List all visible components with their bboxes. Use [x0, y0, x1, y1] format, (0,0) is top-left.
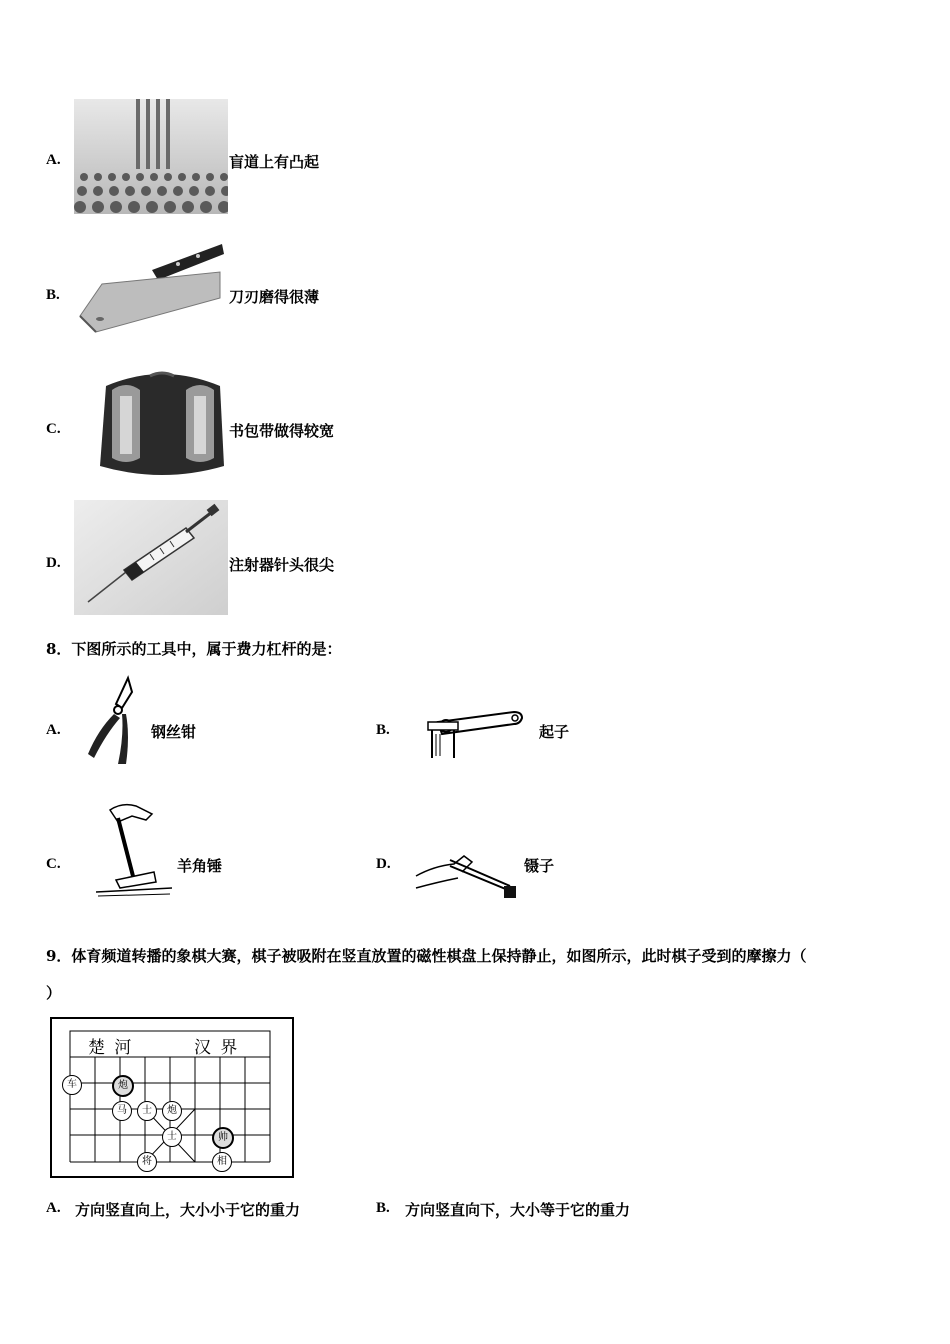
claw-hammer-image [96, 800, 172, 898]
q8-option-a-letter: A. [46, 722, 61, 738]
chess-piece: 炮 [162, 1101, 182, 1121]
chess-piece: 炮 [112, 1075, 134, 1097]
q9-option-a-text: 方向竖直向上，大小小于它的重力 [75, 1201, 301, 1219]
cleaver-image [74, 240, 226, 335]
backpack-image [96, 366, 229, 481]
option-a-letter: A. [46, 152, 61, 168]
option-b-letter: B. [46, 287, 60, 303]
chess-piece: 帅 [212, 1127, 234, 1149]
syringe-image [74, 500, 228, 615]
chessboard-figure [50, 1017, 294, 1178]
pliers-image [84, 674, 144, 768]
q8-option-d-letter: D. [376, 856, 391, 872]
tactile-paving-image [74, 99, 228, 214]
option-d-letter: D. [46, 555, 61, 571]
q8-option-b-text: 起子 [539, 723, 570, 741]
tweezers-image [414, 846, 522, 902]
question-9-stem-line1: 9．体育频道转播的象棋大赛，棋子被吸附在竖直放置的磁性棋盘上保持静止，如图所示，此时棋子受到的摩擦力（ [46, 947, 807, 965]
chess-piece: 将 [137, 1152, 157, 1172]
chess-piece: 相 [212, 1152, 232, 1172]
river-label-left: 楚 河 [88, 1038, 134, 1058]
river-label-right: 汉 界 [194, 1038, 240, 1058]
question-8-stem: 8．下图所示的工具中，属于费力杠杆的是： [46, 640, 342, 658]
q8-option-d-text: 镊子 [524, 857, 555, 875]
q8-option-c-text: 羊角锤 [177, 857, 223, 875]
q9-option-b-text: 方向竖直向下，大小等于它的重力 [405, 1201, 631, 1219]
option-a-text: 盲道上有凸起 [229, 153, 320, 171]
option-b-text: 刀刃磨得很薄 [229, 288, 320, 306]
bottle-opener-image [420, 706, 526, 760]
q8-option-a-text: 钢丝钳 [151, 723, 197, 741]
option-d-text: 注射器针头很尖 [229, 556, 335, 574]
q9-option-b-letter: B. [376, 1200, 390, 1216]
q8-option-b-letter: B. [376, 722, 390, 738]
chess-piece: 马 [112, 1101, 132, 1121]
q8-option-c-letter: C. [46, 856, 61, 872]
question-9-stem-line2: ） [46, 984, 62, 1002]
chess-piece: 士 [162, 1127, 182, 1147]
q9-option-a-letter: A. [46, 1200, 61, 1216]
chess-piece: 士 [137, 1101, 157, 1121]
option-c-letter: C. [46, 421, 61, 437]
chess-piece: 车 [62, 1075, 82, 1095]
option-c-text: 书包带做得较宽 [229, 422, 335, 440]
